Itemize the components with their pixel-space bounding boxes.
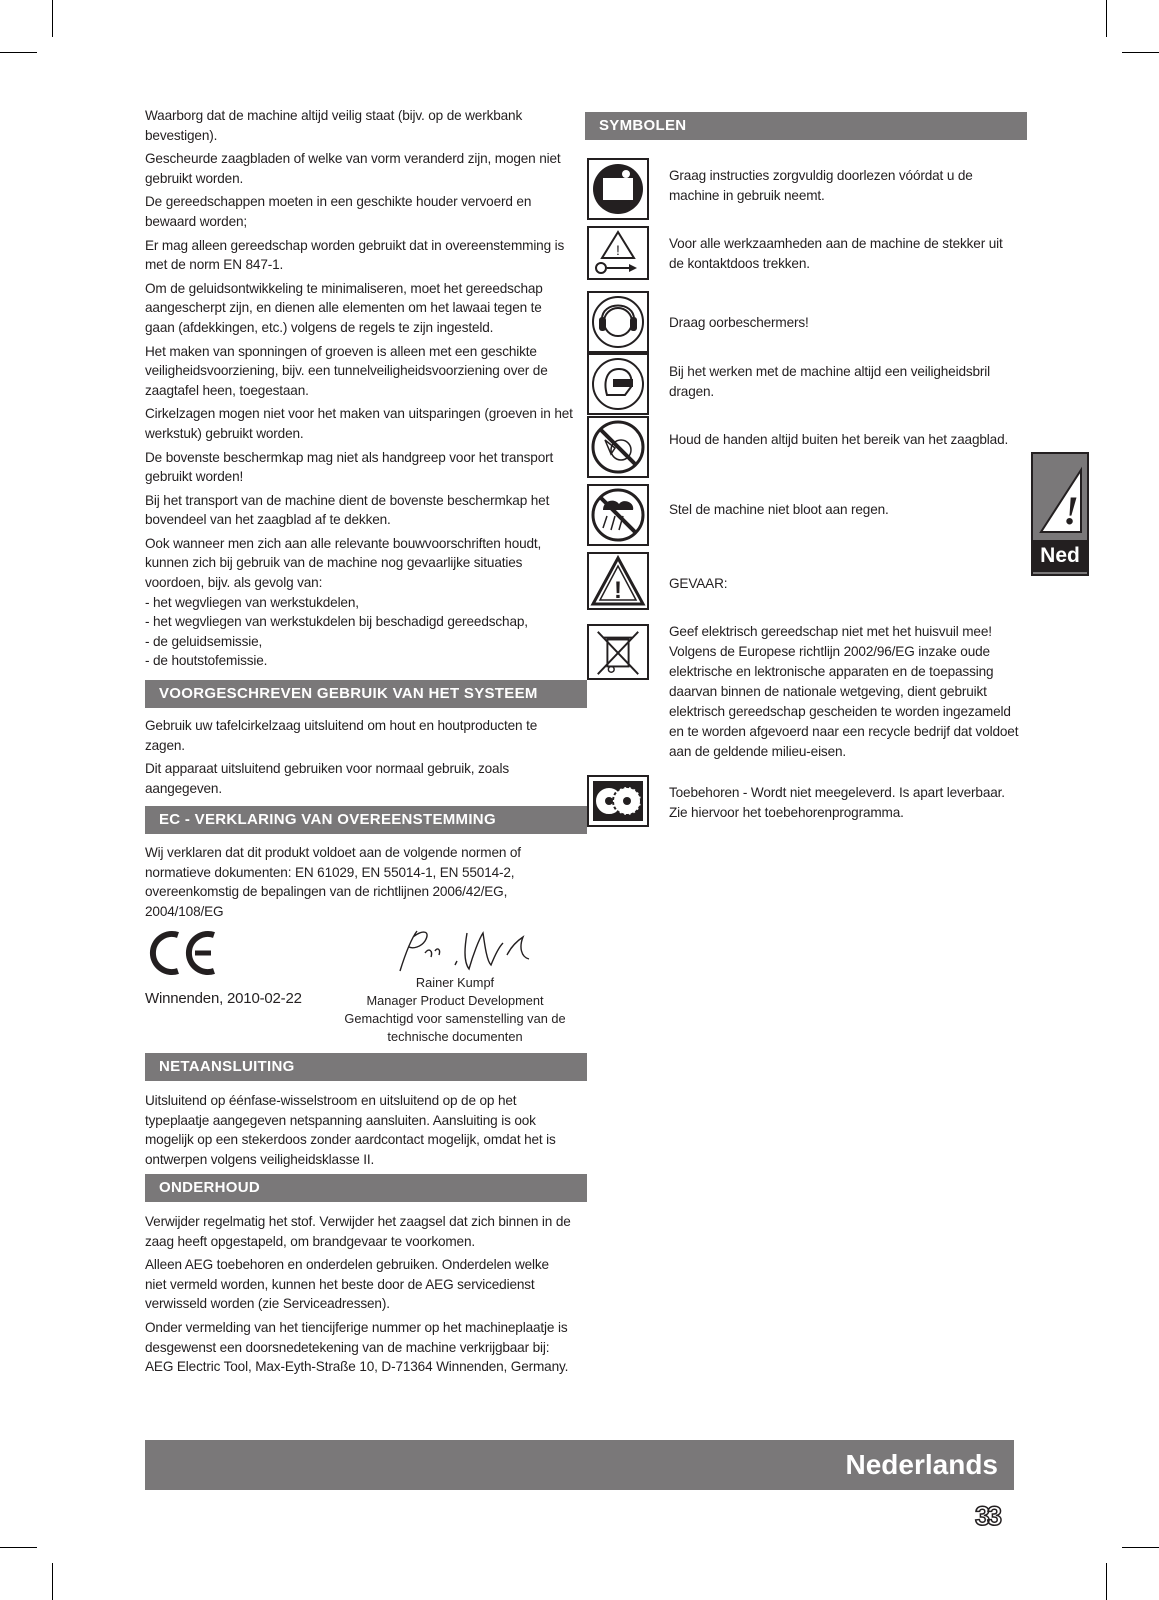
usage-text	[145, 716, 573, 802]
read-manual-icon	[587, 158, 649, 220]
danger-triangle-icon	[587, 552, 649, 610]
symbol-description: Stel de machine niet bloot aan regen.	[669, 502, 889, 517]
symbol-description: Graag instructies zorgvuldig doorlezen vóórdat u de machine in gebruik neemt.	[669, 168, 973, 203]
crop-mark	[1106, 0, 1107, 37]
paragraph: Er mag alleen gereedschap worden gebruikt dat in overeenstemming is met de norm EN 847-1.	[145, 237, 565, 273]
paragraph: Waarborg dat de machine altijd veilig staat (bijv. op de werkbank bevestigen).	[145, 108, 523, 143]
ce-mark-icon	[148, 927, 218, 977]
power-text	[145, 1091, 573, 1169]
section-heading-usage: VOORGESCHREVEN GEBRUIK VAN HET SYSTEEM	[145, 680, 587, 708]
paragraph: Alleen AEG toebehoren en onderdelen gebruiken. Onderdelen welke niet vermeld worden, kunnen het beste door de AEG servicedienst verwisseld worden (zie Serviceadressen).	[145, 1257, 549, 1312]
paragraph: Om de geluidsontwikkeling te minimaliseren, moet het gereedschap aangescherpt zijn, en dienen alle elementen om het lawaai tegen te gaan (afdekkingen, etc.) volgens de regels te zijn ingesteld.	[145, 280, 543, 335]
svg-text:!: !	[614, 577, 622, 604]
section-heading-power: NETAANSLUITING	[145, 1053, 587, 1081]
paragraph: Cirkelzagen mogen niet voor het maken van uitsparingen (groeven in het werkstuk) gebruikt worden.	[145, 406, 573, 441]
paragraph: De gereedschappen moeten in een geschikte houder vervoerd en bewaard worden;	[145, 194, 532, 229]
paragraph: Gescheurde zaagbladen of welke van vorm veranderd zijn, mogen niet gebruikt worden.	[145, 151, 561, 186]
section-heading-ec: EC - VERKLARING VAN OVEREENSTEMMING	[145, 806, 587, 834]
paragraph: De bovenste beschermkap mag niet als handgreep voor het transport gebruikt worden!	[145, 449, 554, 485]
svg-text:!: !	[1063, 488, 1079, 533]
signer-name: Rainer Kumpf	[415, 975, 495, 990]
signer-title: Manager Product Development	[366, 993, 544, 1008]
symbol-description: Geef elektrisch gereedschap niet met het huisvuil mee! Volgens de Europese richtlijn 2002/96/EG inzake oude elektrische en lektronische apparaten en de toepassing daarvan binnen de nationale wetgeving, dient gebruikt elektrisch gereedschap gescheiden te worden ingezameld en te worden afgevoerd naar een recycle bedrijf dat voldoet aan de geldende milieu-eisen.	[669, 624, 1019, 759]
paragraph: Uitsluitend op éénfase-wisselstroom en uitsluitend op de op het typeplaatje aangegeven netspanning aansluiten. Aansluiting is ook mogelijk op een stekerdoos zonder aardcontact mogelijk, omdat het is ontwerpen volgens veiligheidsklasse II.	[145, 1093, 556, 1167]
symbol-description: Houd de handen altijd buiten het bereik van het zaagblad.	[669, 432, 1009, 447]
crop-mark	[0, 1547, 37, 1548]
crop-mark	[1122, 52, 1159, 53]
page-number: 33	[975, 1501, 1000, 1531]
paragraph: Verwijder regelmatig het stof. Verwijder het zaagsel dat zich binnen in de zaag heeft opgestapeld, om brandgevaar te voorkomen.	[145, 1214, 571, 1249]
signature-image	[395, 925, 545, 975]
paragraph: Bij het transport van de machine dient de bovenste beschermkap het bovendeel van het zaagblad af te dekken.	[145, 492, 550, 528]
crop-mark	[52, 1563, 53, 1600]
paragraph: Dit apparaat uitsluitend gebruiken voor normaal gebruik, zoals aangegeven.	[145, 761, 509, 796]
list-item: - het wegvliegen van werkstukdelen bij beschadigd gereedschap,	[145, 614, 528, 630]
svg-text:!: !	[616, 242, 620, 258]
crop-mark	[0, 52, 37, 53]
ear-protection-icon	[587, 291, 649, 353]
paragraph: Gebruik uw tafelcirkelzaag uitsluitend om hout en houtproducten te zagen.	[145, 718, 538, 753]
ec-text	[145, 843, 573, 921]
symbol-description: Bij het werken met de machine altijd een veiligheidsbril dragen.	[669, 364, 991, 399]
weee-bin-icon	[587, 624, 649, 680]
section-heading-maintenance: ONDERHOUD	[145, 1174, 587, 1202]
footer-language-bar	[145, 1440, 1014, 1490]
list-item: - de houtstofemissie.	[145, 653, 268, 669]
symbol-description: GEVAAR:	[669, 576, 728, 591]
list-item: - het wegvliegen van werkstukdelen,	[145, 594, 359, 610]
no-rain-icon	[587, 484, 649, 546]
place-date: Winnenden, 2010-02-22	[145, 990, 302, 1007]
warning-exclamation-icon	[1037, 466, 1085, 534]
paragraph: Wij verklaren dat dit produkt voldoet aan de volgende normen of normatieve dokumenten: EN 61029, EN 55014-1, EN 55014-2, overeenkomstig de bepalingen van de richtlijnen 2006/42/EG, 2004/108/EG	[145, 845, 521, 919]
symbol-description: Draag oorbeschermers!	[669, 315, 809, 330]
language-side-tab	[1031, 452, 1089, 576]
signer-role: Gemachtigd voor samenstelling van de technische documenten	[344, 1011, 566, 1044]
paragraph: Onder vermelding van het tiencijferige nummer op het machineplaatje is desgewenst een doorsnedetekening van de machine verkrijgbaar bij: AEG Electric Tool, Max-Eyth-Straße 10, D-71364 Winnenden, Germany.	[145, 1319, 569, 1375]
crop-mark	[1122, 1547, 1159, 1548]
language-tab-label: Ned	[1033, 540, 1087, 572]
safety-text-block	[145, 106, 573, 671]
maintenance-text	[145, 1212, 573, 1381]
footer-language-title: Nederlands	[845, 1449, 998, 1480]
accessory-blades-icon	[587, 775, 649, 827]
no-hands-icon	[587, 416, 649, 478]
symbol-description: Voor alle werkzaamheden aan de machine de stekker uit de kontaktdoos trekken.	[669, 236, 1003, 271]
paragraph: Ook wanneer men zich aan alle relevante bouwvoorschriften houdt, kunnen zich bij gebruik van de machine nog gevaarlijke situaties voordoen, bijv. als gevolg van:	[145, 535, 542, 591]
paragraph: Het maken van sponningen of groeven is alleen met een geschikte veiligheidsvoorziening, bijv. een tunnelveiligheidsvoorziening over de zaagtafel heen, toegestaan.	[145, 343, 548, 398]
unplug-warning-icon	[587, 226, 649, 280]
safety-goggles-icon	[587, 353, 649, 415]
crop-mark	[1106, 1563, 1107, 1600]
symbol-description: Toebehoren - Wordt niet meegeleverd. Is apart leverbaar. Zie hiervoor het toebehorenprogramma.	[669, 785, 1005, 820]
list-item: - de geluidsemissie,	[145, 633, 263, 649]
crop-mark	[52, 0, 53, 37]
section-heading-symbols: SYMBOLEN	[585, 112, 1027, 140]
